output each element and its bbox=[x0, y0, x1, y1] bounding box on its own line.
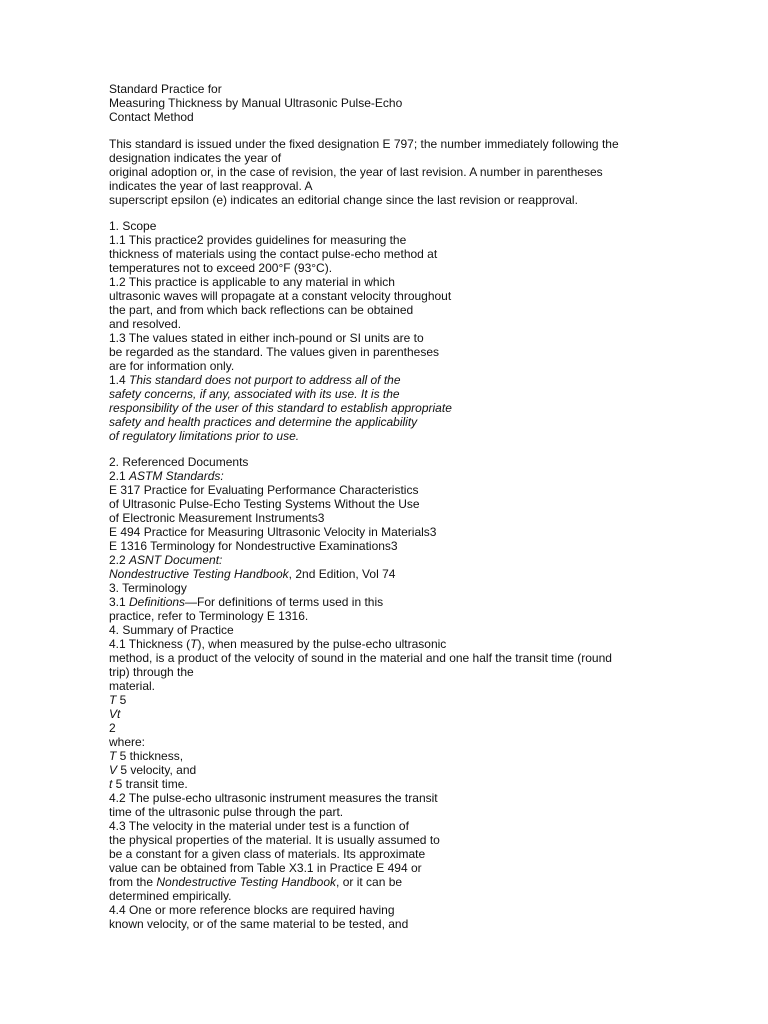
handbook-title: Nondestructive Testing Handbook bbox=[109, 567, 289, 581]
scope-line: be regarded as the standard. The values given in parentheses bbox=[109, 345, 439, 359]
intro-line: This standard is issued under the fixed designation E 797; the number immediately following the bbox=[109, 137, 619, 151]
intro-paragraph bbox=[109, 137, 679, 207]
summary-text: from the bbox=[109, 875, 157, 889]
summary-line: known velocity, or of the same material to be tested, and bbox=[109, 917, 409, 931]
clause-number: 3.1 bbox=[109, 595, 130, 609]
astm-reference: E 317 Practice for Evaluating Performance Characteristics bbox=[109, 483, 419, 497]
intro-line: indicates the year of last reapproval. A bbox=[109, 179, 313, 193]
equation-symbol: 5 bbox=[116, 693, 127, 707]
subsection-title: ASNT Document: bbox=[129, 553, 223, 567]
summary-line: time of the ultrasonic pulse through the part. bbox=[109, 805, 344, 819]
astm-reference: of Electronic Measurement Instruments3 bbox=[109, 511, 325, 525]
section-summary bbox=[109, 623, 679, 931]
safety-line: safety concerns, if any, associated with its use. It is the bbox=[109, 387, 400, 401]
astm-reference: E 494 Practice for Measuring Ultrasonic Velocity in Materials3 bbox=[109, 525, 437, 539]
intro-line: superscript epsilon (e) indicates an editorial change since the last revision or reapproval. bbox=[109, 193, 578, 207]
title-line-2: Measuring Thickness by Manual Ultrasonic Pulse-Echo bbox=[109, 96, 403, 110]
summary-line: determined empirically. bbox=[109, 889, 232, 903]
scope-line: are for information only. bbox=[109, 359, 235, 373]
subsection-line bbox=[109, 553, 679, 567]
scope-line: the part, and from which back reflections can be obtained bbox=[109, 303, 414, 317]
summary-line: material. bbox=[109, 679, 156, 693]
scope-line: thickness of materials using the contact pulse-echo method at bbox=[109, 247, 438, 261]
handbook-title: Nondestructive Testing Handbook bbox=[156, 875, 337, 889]
summary-line bbox=[109, 637, 679, 651]
safety-text: This standard does not purport to address all of the bbox=[129, 373, 401, 387]
section-heading: 3. Terminology bbox=[109, 581, 187, 595]
clause-number: 2.2 bbox=[109, 553, 130, 567]
terminology-line bbox=[109, 595, 679, 609]
definition-variable: V bbox=[109, 763, 118, 777]
handbook-edition: , 2nd Edition, Vol 74 bbox=[288, 567, 396, 581]
document-page bbox=[109, 82, 679, 931]
scope-line: 1.3 The values stated in either inch-pound or SI units are to bbox=[109, 331, 424, 345]
scope-line bbox=[109, 373, 679, 387]
subsection-title: ASTM Standards: bbox=[129, 469, 224, 483]
definitions-text: —For definitions of terms used in this bbox=[185, 595, 384, 609]
asnt-reference bbox=[109, 567, 679, 581]
summary-line: value can be obtained from Table X3.1 in Practice E 494 or bbox=[109, 861, 422, 875]
section-heading: 4. Summary of Practice bbox=[109, 623, 234, 637]
safety-line: safety and health practices and determine the applicability bbox=[109, 415, 418, 429]
intro-line: original adoption or, in the case of revision, the year of last revision. A number in parentheses bbox=[109, 165, 603, 179]
summary-line: be a constant for a given class of materials. Its approximate bbox=[109, 847, 426, 861]
equation-numerator: Vt bbox=[109, 707, 121, 721]
section-terminology bbox=[109, 581, 679, 623]
astm-reference: of Ultrasonic Pulse-Echo Testing Systems Without the Use bbox=[109, 497, 420, 511]
section-scope bbox=[109, 219, 679, 443]
equation-variable: T bbox=[109, 693, 117, 707]
title-line-3: Contact Method bbox=[109, 110, 194, 124]
clause-number: 1.4 bbox=[109, 373, 130, 387]
summary-line: the physical properties of the material. It is usually assumed to bbox=[109, 833, 440, 847]
scope-line: 1.1 This practice2 provides guidelines for measuring the bbox=[109, 233, 407, 247]
summary-line: 4.2 The pulse-echo ultrasonic instrument measures the transit bbox=[109, 791, 438, 805]
scope-line: 1.2 This practice is applicable to any material in which bbox=[109, 275, 395, 289]
scope-line: ultrasonic waves will propagate at a constant velocity throughout bbox=[109, 289, 452, 303]
definitions-term: Definitions bbox=[129, 595, 186, 609]
clause-number: 2.1 bbox=[109, 469, 130, 483]
definition-line bbox=[109, 749, 679, 763]
intro-line: designation indicates the year of bbox=[109, 151, 282, 165]
section-heading: 1. Scope bbox=[109, 219, 157, 233]
summary-line: 4.3 The velocity in the material under test is a function of bbox=[109, 819, 409, 833]
equation-denominator: 2 bbox=[109, 721, 116, 735]
astm-reference: E 1316 Terminology for Nondestructive Examinations3 bbox=[109, 539, 398, 553]
definition-text: 5 thickness, bbox=[116, 749, 184, 763]
definition-text: 5 velocity, and bbox=[117, 763, 197, 777]
equation-line bbox=[109, 693, 679, 707]
summary-text: , or it can be bbox=[336, 875, 403, 889]
definition-line bbox=[109, 777, 679, 791]
subsection-line bbox=[109, 469, 679, 483]
variable-t: T bbox=[190, 637, 198, 651]
scope-line: temperatures not to exceed 200°F (93°C). bbox=[109, 261, 333, 275]
summary-line bbox=[109, 875, 679, 889]
safety-line: of regulatory limitations prior to use. bbox=[109, 429, 300, 443]
terminology-line: practice, refer to Terminology E 1316. bbox=[109, 609, 309, 623]
section-heading: 2. Referenced Documents bbox=[109, 455, 249, 469]
summary-line: method, is a product of the velocity of sound in the material and one half the transit time (round bbox=[109, 651, 612, 665]
safety-line: responsibility of the user of this standard to establish appropriate bbox=[109, 401, 452, 415]
definition-text: 5 transit time. bbox=[112, 777, 188, 791]
definition-variable: T bbox=[109, 749, 117, 763]
summary-text: 4.1 Thickness ( bbox=[109, 637, 191, 651]
definition-line bbox=[109, 763, 679, 777]
title-line-1: Standard Practice for bbox=[109, 82, 222, 96]
definition-variable: t bbox=[109, 777, 113, 791]
section-referenced-documents bbox=[109, 455, 679, 581]
where-label: where: bbox=[109, 735, 146, 749]
summary-text: ), when measured by the pulse-echo ultrasonic bbox=[197, 637, 447, 651]
summary-line: trip) through the bbox=[109, 665, 194, 679]
document-title bbox=[109, 82, 679, 124]
summary-line: 4.4 One or more reference blocks are required having bbox=[109, 903, 395, 917]
scope-line: and resolved. bbox=[109, 317, 182, 331]
